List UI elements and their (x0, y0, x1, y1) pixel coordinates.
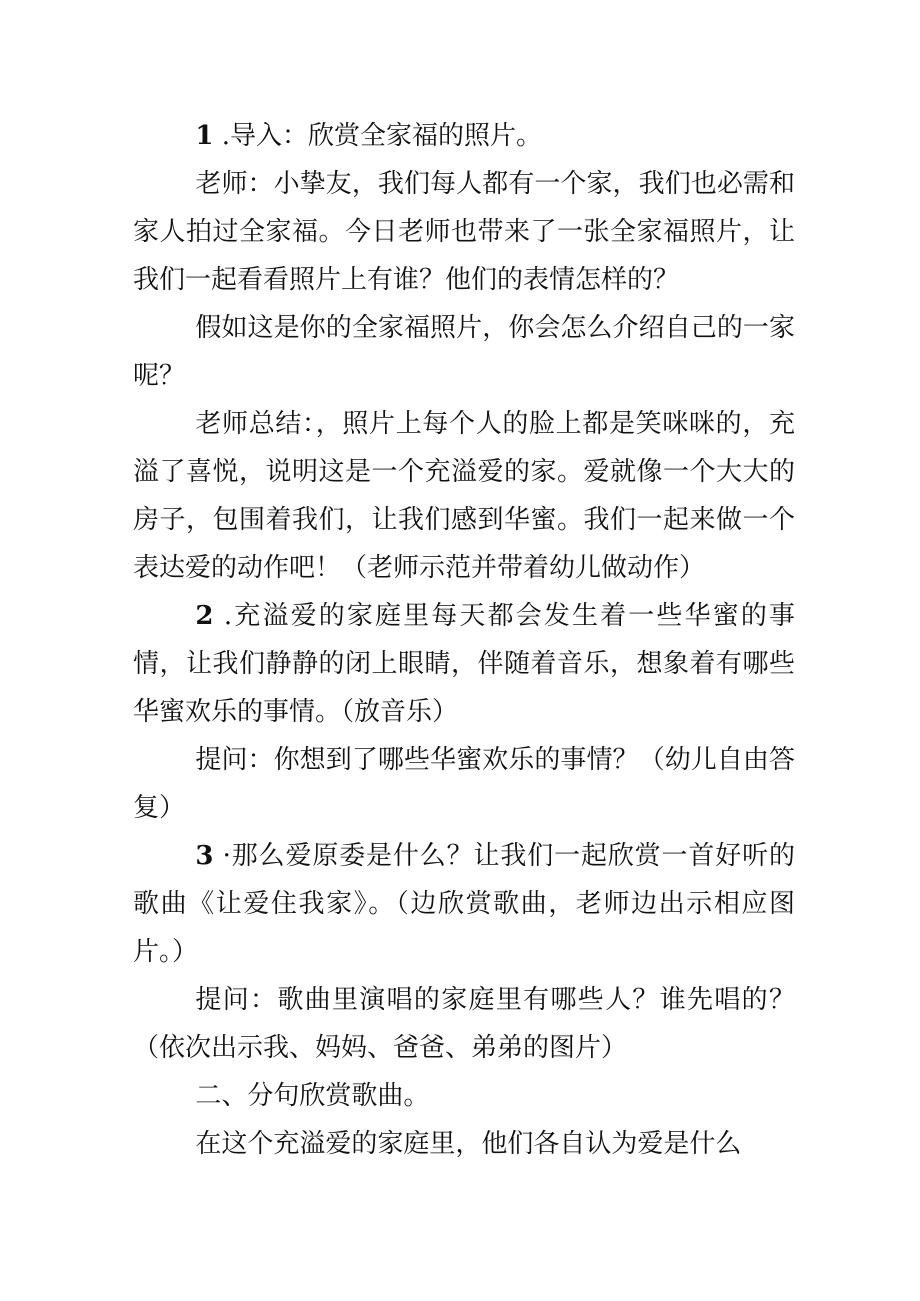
paragraph-text: 在这个充溢爱的家庭里，他们各自认为爱是什么 (195, 1129, 742, 1159)
paragraph-3 (133, 304, 795, 400)
paragraph-2 (133, 160, 795, 304)
paragraph-text: 老师总结：，照片上每个人的脸上都是笑咪咪的，充溢了喜悦，说明这是一个充溢爱的家。爱就像一个大大的房子，包围着我们，让我们感到华蜜。我们一起来做一个表达爱的动作吧！（老师示范并带着幼儿做动作） (133, 409, 795, 583)
paragraph-number: 3 (195, 841, 214, 871)
paragraph-10 (133, 1120, 795, 1168)
paragraph-4 (133, 400, 795, 592)
paragraph-text: 二、分句欣赏歌曲。 (195, 1081, 430, 1111)
paragraph-9 (133, 1072, 795, 1120)
paragraph-text: 提问：你想到了哪些华蜜欢乐的事情？（幼儿自由答复） (133, 745, 795, 823)
paragraph-number: 1 (195, 121, 214, 151)
paragraph-text: .导入：欣赏全家福的照片。 (213, 121, 543, 151)
paragraph-8 (133, 976, 795, 1072)
paragraph-text: .充溢爱的家庭里每天都会发生着一些华蜜的事情，让我们静静的闭上眼睛，伴随着音乐，想象着有哪些华蜜欢乐的事情。（放音乐） (133, 601, 795, 727)
paragraph-number: 2 (195, 601, 214, 631)
paragraph-1 (133, 112, 795, 160)
paragraph-text: 老师：小挚友，我们每人都有一个家，我们也必需和家人拍过全家福。今日老师也带来了一张全家福照片，让我们一起看看照片上有谁？他们的表情怎样的？ (133, 169, 795, 295)
paragraph-text: 假如这是你的全家福照片，你会怎么介绍自己的一家呢？ (133, 313, 795, 391)
paragraph-6 (133, 736, 795, 832)
paragraph-7 (133, 832, 795, 976)
paragraph-text: 提问：歌曲里演唱的家庭里有哪些人？谁先唱的？（依次出示我、妈妈、爸爸、弟弟的图片） (133, 985, 795, 1063)
document-body (133, 112, 795, 1168)
paragraph-text: ·那么爱原委是什么？让我们一起欣赏一首好听的歌曲《让爱住我家》。（边欣赏歌曲，老师边出示相应图片。） (133, 841, 795, 967)
paragraph-5 (133, 592, 795, 736)
